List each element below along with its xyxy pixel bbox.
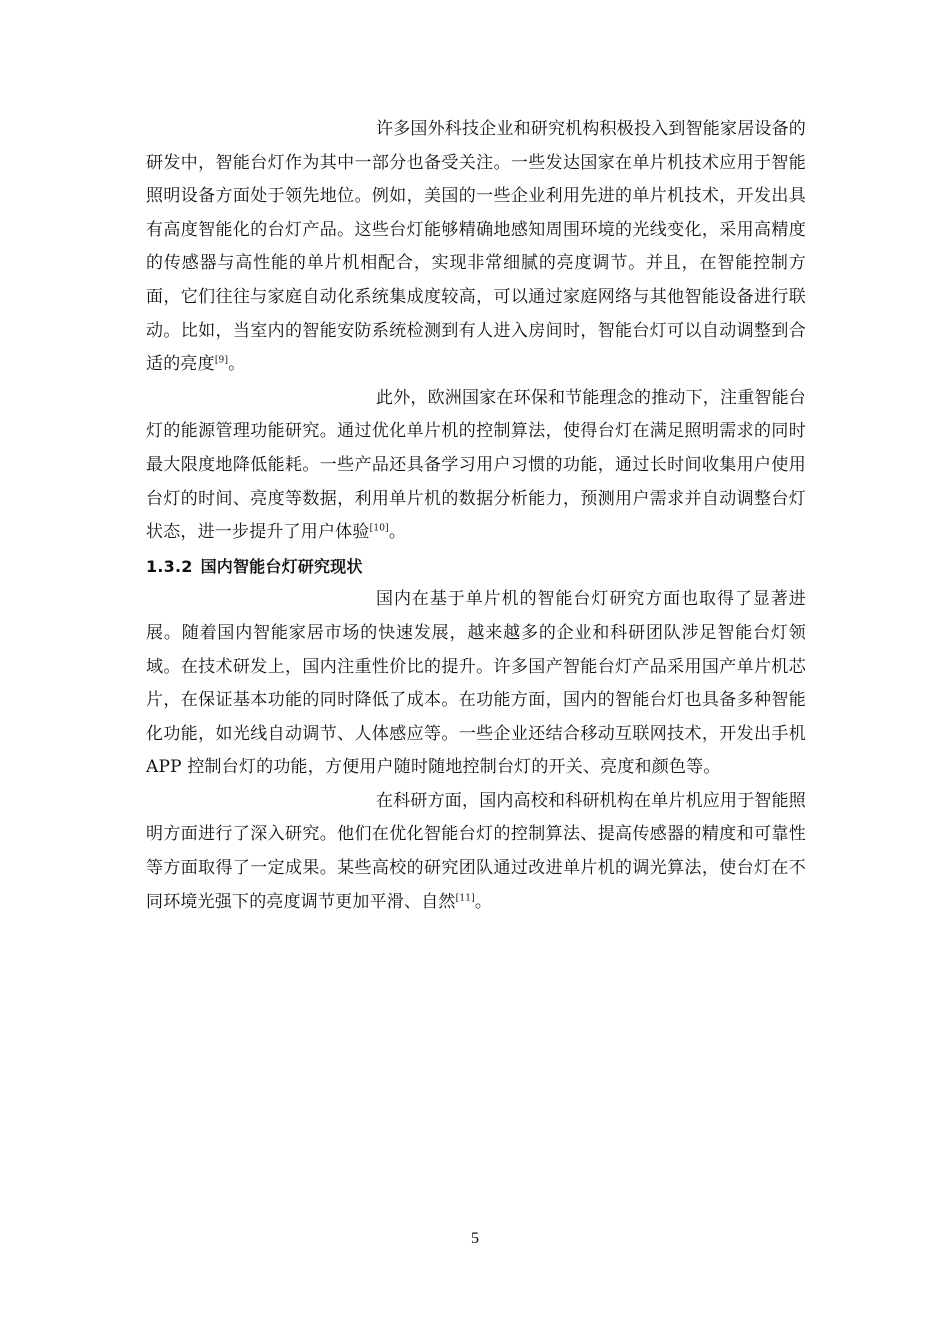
section-heading — [146, 550, 806, 584]
paragraph-europe-research — [146, 382, 806, 550]
paragraph-end: 。 — [388, 522, 407, 543]
citation-ref: [11] — [455, 893, 475, 903]
citation-ref: [10] — [369, 523, 389, 534]
body-text — [146, 113, 806, 919]
section-number: 1.3.2 — [146, 556, 193, 576]
paragraph-end: 。 — [228, 354, 246, 375]
paragraph-text: 许多国外科技企业和研究机构积极投入到智能家居设备的研发中，智能台灯作为其中一部分也备受关注。一些发达国家在单片机技术应用于智能照明设备方面处于领先地位。例如，美国的一些企业利用先进的单片机技术，开发出具有高度智能化的台灯产品。这些台灯能够精确地感知周围环境的光线变化，采用高精度的传感器与高性能的单片机相配合，实现非常细腻的亮度调节。并且，在智能控制方面，它们往往与家庭自动化系统集成度较高，可以通过家庭网络与其他智能设备进行联动。比如，当室内的智能安防系统检测到有人进入房间时，智能台灯可以自动调整到合适的亮度 — [146, 119, 806, 375]
paragraph-domestic-research — [146, 583, 806, 785]
paragraph-foreign-research — [146, 113, 806, 382]
page-number: 5 — [471, 1230, 479, 1247]
section-title: 国内智能台灯研究现状 — [200, 556, 363, 576]
paragraph-end: 。 — [474, 891, 493, 912]
paragraph-text: 国内在基于单片机的智能台灯研究方面也取得了显著进展。随着国内智能家居市场的快速发展，越来越多的企业和科研团队涉足智能台灯领域。在技术研发上，国内注重性价比的提升。许多国产智能台灯产品采用国产单片机芯片，在保证基本功能的同时降低了成本。在功能方面，国内的智能台灯也具备多种智能化功能，如光线自动调节、人体感应等。一些企业还结合移动互联网技术，开发出手机 APP 控制台灯的功能，方便用户随时随地控制台灯的开关、亮度和颜色等。 — [146, 589, 806, 778]
citation-ref: [9] — [214, 355, 229, 366]
paragraph-academic-research — [146, 785, 806, 919]
paragraph-text: 此外，欧洲国家在环保和节能理念的推动下，注重智能台灯的能源管理功能研究。通过优化单片机的控制算法，使得台灯在满足照明需求的同时最大限度地降低能耗。一些产品还具备学习用户习惯的功能，通过长时间收集用户使用台灯的时间、亮度等数据，利用单片机的数据分析能力，预测用户需求并自动调整台灯状态，进一步提升了用户体验 — [146, 387, 806, 543]
paragraph-text: 在科研方面，国内高校和科研机构在单片机应用于智能照明方面进行了深入研究。他们在优化智能台灯的控制算法、提高传感器的精度和可靠性等方面取得了一定成果。某些高校的研究团队通过改进单片机的调光算法，使台灯在不同环境光强下的亮度调节更加平滑、自然 — [146, 790, 806, 912]
